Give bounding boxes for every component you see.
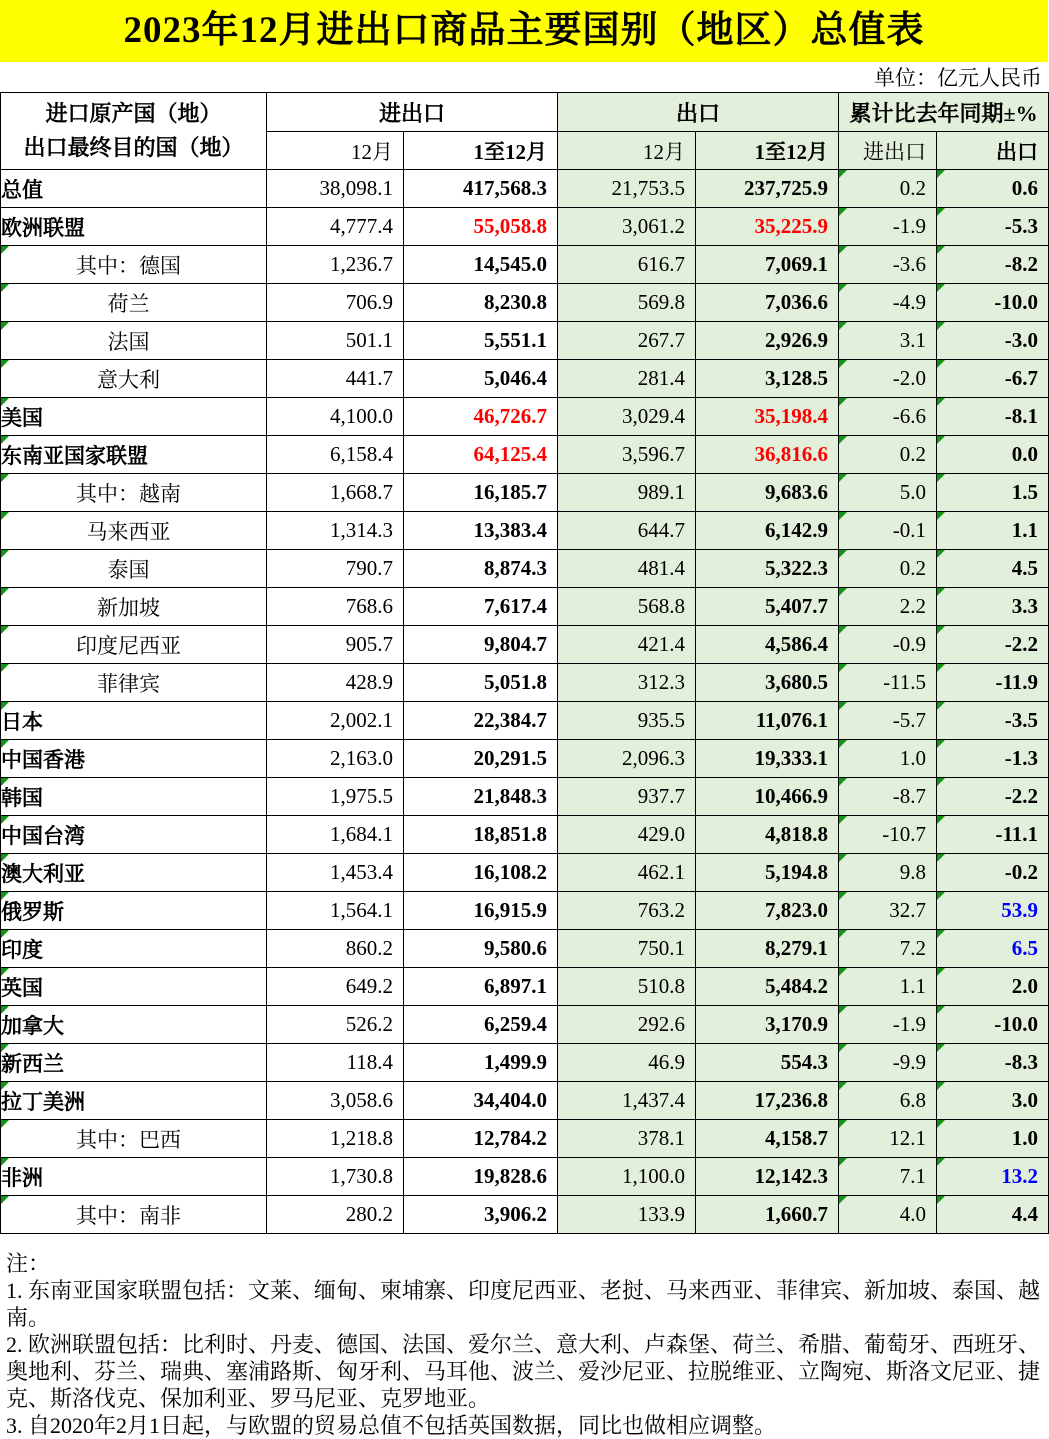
value-cell: 706.9 — [267, 284, 404, 322]
value-cell: 36,816.6 — [696, 436, 839, 474]
value-cell: -8.2 — [937, 246, 1049, 284]
value-cell: 4,586.4 — [696, 626, 839, 664]
value-cell: -9.9 — [839, 1044, 937, 1082]
value-cell: 5,484.2 — [696, 968, 839, 1006]
value-cell: 38,098.1 — [267, 170, 404, 208]
value-cell: 3,029.4 — [558, 398, 696, 436]
table-row — [1, 208, 1049, 246]
value-cell: 4,818.8 — [696, 816, 839, 854]
row-label: 意大利 — [1, 360, 267, 398]
value-cell: 20,291.5 — [404, 740, 558, 778]
header-imexport-ytd: 1至12月 — [404, 132, 558, 170]
value-cell: 9,804.7 — [404, 626, 558, 664]
value-cell: 9,580.6 — [404, 930, 558, 968]
value-cell: 937.7 — [558, 778, 696, 816]
value-cell: 3,596.7 — [558, 436, 696, 474]
table-body — [1, 170, 1049, 1234]
value-cell: 2.0 — [937, 968, 1049, 1006]
value-cell: 46,726.7 — [404, 398, 558, 436]
value-cell: 1.5 — [937, 474, 1049, 512]
header-country-line2: 出口最终目的国（地） — [23, 135, 244, 160]
table-row — [1, 702, 1049, 740]
row-label: 加拿大 — [1, 1006, 267, 1044]
value-cell: 34,404.0 — [404, 1082, 558, 1120]
row-label: 其中：越南 — [1, 474, 267, 512]
value-cell: 568.8 — [558, 588, 696, 626]
value-cell: 5,051.8 — [404, 664, 558, 702]
value-cell: 4.0 — [839, 1196, 937, 1234]
row-label: 泰国 — [1, 550, 267, 588]
header-country-column — [1, 93, 267, 170]
value-cell: 16,915.9 — [404, 892, 558, 930]
value-cell: 428.9 — [267, 664, 404, 702]
value-cell: 118.4 — [267, 1044, 404, 1082]
value-cell: 10,466.9 — [696, 778, 839, 816]
value-cell: 644.7 — [558, 512, 696, 550]
value-cell: 569.8 — [558, 284, 696, 322]
value-cell: 649.2 — [267, 968, 404, 1006]
value-cell: 32.7 — [839, 892, 937, 930]
value-cell: 17,236.8 — [696, 1082, 839, 1120]
value-cell: 12,784.2 — [404, 1120, 558, 1158]
row-label: 印度尼西亚 — [1, 626, 267, 664]
header-imexport-dec: 12月 — [267, 132, 404, 170]
notes-heading: 注： — [6, 1251, 51, 1276]
value-cell: 1,975.5 — [267, 778, 404, 816]
value-cell: 3.1 — [839, 322, 937, 360]
value-cell: -2.2 — [937, 778, 1049, 816]
row-label: 俄罗斯 — [1, 892, 267, 930]
value-cell: 8,874.3 — [404, 550, 558, 588]
row-label: 其中：巴西 — [1, 1120, 267, 1158]
value-cell: 6,259.4 — [404, 1006, 558, 1044]
value-cell: 9,683.6 — [696, 474, 839, 512]
header-yoy-imexport: 进出口 — [839, 132, 937, 170]
value-cell: 905.7 — [267, 626, 404, 664]
table-row — [1, 968, 1049, 1006]
value-cell: -8.7 — [839, 778, 937, 816]
value-cell: 3,128.5 — [696, 360, 839, 398]
value-cell: -5.7 — [839, 702, 937, 740]
notes-section — [0, 1234, 1048, 1439]
value-cell: 554.3 — [696, 1044, 839, 1082]
value-cell: 7.1 — [839, 1158, 937, 1196]
value-cell: 6,897.1 — [404, 968, 558, 1006]
value-cell: 12,142.3 — [696, 1158, 839, 1196]
value-cell: 13,383.4 — [404, 512, 558, 550]
table-row — [1, 1082, 1049, 1120]
value-cell: 64,125.4 — [404, 436, 558, 474]
value-cell: 281.4 — [558, 360, 696, 398]
header-group-imexport: 进出口 — [267, 93, 558, 132]
table-row — [1, 1006, 1049, 1044]
value-cell: 267.7 — [558, 322, 696, 360]
value-cell: 2.2 — [839, 588, 937, 626]
value-cell: 12.1 — [839, 1120, 937, 1158]
header-group-row — [1, 93, 1049, 132]
trade-table — [0, 92, 1049, 1234]
row-label: 荷兰 — [1, 284, 267, 322]
value-cell: -11.9 — [937, 664, 1049, 702]
value-cell: 4,100.0 — [267, 398, 404, 436]
value-cell: 35,225.9 — [696, 208, 839, 246]
table-row — [1, 664, 1049, 702]
value-cell: 1,314.3 — [267, 512, 404, 550]
value-cell: 935.5 — [558, 702, 696, 740]
header-export-dec: 12月 — [558, 132, 696, 170]
value-cell: 1,684.1 — [267, 816, 404, 854]
value-cell: -10.7 — [839, 816, 937, 854]
note-item-1: 1. 东南亚国家联盟包括：文莱、缅甸、柬埔寨、印度尼西亚、老挝、马来西亚、菲律宾、新加坡、泰国、越南。 — [6, 1278, 1041, 1330]
row-label: 东南亚国家联盟 — [1, 436, 267, 474]
table-row — [1, 550, 1049, 588]
value-cell: 6.5 — [937, 930, 1049, 968]
value-cell: -0.1 — [839, 512, 937, 550]
value-cell: 6.8 — [839, 1082, 937, 1120]
value-cell: 1.0 — [839, 740, 937, 778]
value-cell: 18,851.8 — [404, 816, 558, 854]
value-cell: 312.3 — [558, 664, 696, 702]
row-label: 中国台湾 — [1, 816, 267, 854]
row-label: 非洲 — [1, 1158, 267, 1196]
header-group-export: 出口 — [558, 93, 839, 132]
value-cell: 280.2 — [267, 1196, 404, 1234]
row-label: 英国 — [1, 968, 267, 1006]
page-title: 2023年12月进出口商品主要国别（地区）总值表 — [0, 0, 1048, 62]
table-row — [1, 1044, 1049, 1082]
row-label: 菲律宾 — [1, 664, 267, 702]
value-cell: 501.1 — [267, 322, 404, 360]
value-cell: 3,906.2 — [404, 1196, 558, 1234]
table-row — [1, 816, 1049, 854]
value-cell: 237,725.9 — [696, 170, 839, 208]
value-cell: 3,170.9 — [696, 1006, 839, 1044]
value-cell: 5,322.3 — [696, 550, 839, 588]
value-cell: 3.3 — [937, 588, 1049, 626]
value-cell: 22,384.7 — [404, 702, 558, 740]
table-row — [1, 436, 1049, 474]
header-export-ytd: 1至12月 — [696, 132, 839, 170]
value-cell: 3.0 — [937, 1082, 1049, 1120]
value-cell: 989.1 — [558, 474, 696, 512]
value-cell: 1,668.7 — [267, 474, 404, 512]
value-cell: 16,108.2 — [404, 854, 558, 892]
table-row — [1, 626, 1049, 664]
value-cell: 3,680.5 — [696, 664, 839, 702]
value-cell: -11.5 — [839, 664, 937, 702]
value-cell: -8.1 — [937, 398, 1049, 436]
value-cell: 2,163.0 — [267, 740, 404, 778]
value-cell: 5,407.7 — [696, 588, 839, 626]
value-cell: 5,194.8 — [696, 854, 839, 892]
value-cell: 1,100.0 — [558, 1158, 696, 1196]
value-cell: 1,730.8 — [267, 1158, 404, 1196]
value-cell: -1.9 — [839, 208, 937, 246]
table-row — [1, 1196, 1049, 1234]
value-cell: -3.5 — [937, 702, 1049, 740]
table-header — [1, 93, 1049, 170]
value-cell: 4.4 — [937, 1196, 1049, 1234]
table-row — [1, 360, 1049, 398]
value-cell: 0.6 — [937, 170, 1049, 208]
value-cell: 13.2 — [937, 1158, 1049, 1196]
table-row — [1, 398, 1049, 436]
table-row — [1, 170, 1049, 208]
row-label: 马来西亚 — [1, 512, 267, 550]
value-cell: 8,279.1 — [696, 930, 839, 968]
value-cell: 750.1 — [558, 930, 696, 968]
note-item-3: 3. 自2020年2月1日起，与欧盟的贸易总值不包括英国数据，同比也做相应调整。 — [6, 1413, 777, 1438]
row-label: 拉丁美洲 — [1, 1082, 267, 1120]
value-cell: 19,333.1 — [696, 740, 839, 778]
value-cell: 0.2 — [839, 170, 937, 208]
row-label: 中国香港 — [1, 740, 267, 778]
value-cell: 481.4 — [558, 550, 696, 588]
value-cell: -10.0 — [937, 1006, 1049, 1044]
row-label: 新加坡 — [1, 588, 267, 626]
value-cell: 0.2 — [839, 550, 937, 588]
value-cell: -11.1 — [937, 816, 1049, 854]
table-row — [1, 740, 1049, 778]
row-label: 印度 — [1, 930, 267, 968]
value-cell: -4.9 — [839, 284, 937, 322]
table-row — [1, 322, 1049, 360]
value-cell: -6.7 — [937, 360, 1049, 398]
value-cell: 21,848.3 — [404, 778, 558, 816]
value-cell: 14,545.0 — [404, 246, 558, 284]
table-row — [1, 284, 1049, 322]
row-label: 欧洲联盟 — [1, 208, 267, 246]
value-cell: 417,568.3 — [404, 170, 558, 208]
value-cell: 1.1 — [937, 512, 1049, 550]
value-cell: 8,230.8 — [404, 284, 558, 322]
value-cell: 53.9 — [937, 892, 1049, 930]
value-cell: 1.0 — [937, 1120, 1049, 1158]
note-item-2: 2. 欧洲联盟包括：比利时、丹麦、德国、法国、爱尔兰、意大利、卢森堡、荷兰、希腊、葡萄牙、西班牙、奥地利、芬兰、瑞典、塞浦路斯、匈牙利、马耳他、波兰、爱沙尼亚、拉脱维亚、立陶宛、斯洛文尼亚、捷克、斯洛伐克、保加利亚、罗马尼亚、克罗地亚。 — [6, 1332, 1041, 1411]
value-cell: 5,551.1 — [404, 322, 558, 360]
value-cell: 1,499.9 — [404, 1044, 558, 1082]
value-cell: 4,158.7 — [696, 1120, 839, 1158]
value-cell: 46.9 — [558, 1044, 696, 1082]
value-cell: 616.7 — [558, 246, 696, 284]
value-cell: 526.2 — [267, 1006, 404, 1044]
value-cell: 1,437.4 — [558, 1082, 696, 1120]
value-cell: 16,185.7 — [404, 474, 558, 512]
value-cell: 4,777.4 — [267, 208, 404, 246]
value-cell: 9.8 — [839, 854, 937, 892]
row-label: 法国 — [1, 322, 267, 360]
value-cell: 2,096.3 — [558, 740, 696, 778]
value-cell: -0.2 — [937, 854, 1049, 892]
table-row — [1, 246, 1049, 284]
table-row — [1, 854, 1049, 892]
value-cell: 421.4 — [558, 626, 696, 664]
value-cell: 378.1 — [558, 1120, 696, 1158]
header-yoy-export: 出口 — [937, 132, 1049, 170]
value-cell: 5,046.4 — [404, 360, 558, 398]
header-group-yoy: 累计比去年同期±% — [839, 93, 1049, 132]
table-row — [1, 474, 1049, 512]
table-row — [1, 778, 1049, 816]
value-cell: 1,453.4 — [267, 854, 404, 892]
value-cell: 2,002.1 — [267, 702, 404, 740]
value-cell: -2.0 — [839, 360, 937, 398]
value-cell: -3.0 — [937, 322, 1049, 360]
value-cell: 4.5 — [937, 550, 1049, 588]
row-label: 其中：德国 — [1, 246, 267, 284]
value-cell: -6.6 — [839, 398, 937, 436]
value-cell: 55,058.8 — [404, 208, 558, 246]
unit-label: 单位：亿元人民币 — [874, 66, 1042, 90]
value-cell: 441.7 — [267, 360, 404, 398]
value-cell: 510.8 — [558, 968, 696, 1006]
value-cell: 1,218.8 — [267, 1120, 404, 1158]
value-cell: -1.3 — [937, 740, 1049, 778]
row-label: 总值 — [1, 170, 267, 208]
value-cell: 0.2 — [839, 436, 937, 474]
table-row — [1, 1158, 1049, 1196]
value-cell: 133.9 — [558, 1196, 696, 1234]
table-row — [1, 930, 1049, 968]
value-cell: -10.0 — [937, 284, 1049, 322]
row-label: 韩国 — [1, 778, 267, 816]
table-row — [1, 588, 1049, 626]
value-cell: 35,198.4 — [696, 398, 839, 436]
value-cell: 6,158.4 — [267, 436, 404, 474]
value-cell: 6,142.9 — [696, 512, 839, 550]
value-cell: 5.0 — [839, 474, 937, 512]
value-cell: -1.9 — [839, 1006, 937, 1044]
value-cell: -5.3 — [937, 208, 1049, 246]
value-cell: 21,753.5 — [558, 170, 696, 208]
table-row — [1, 512, 1049, 550]
value-cell: 3,058.6 — [267, 1082, 404, 1120]
value-cell: 1.1 — [839, 968, 937, 1006]
value-cell: 860.2 — [267, 930, 404, 968]
value-cell: 429.0 — [558, 816, 696, 854]
value-cell: 1,236.7 — [267, 246, 404, 284]
table-row — [1, 892, 1049, 930]
value-cell: 2,926.9 — [696, 322, 839, 360]
row-label: 澳大利亚 — [1, 854, 267, 892]
value-cell: -8.3 — [937, 1044, 1049, 1082]
table-row — [1, 1120, 1049, 1158]
row-label: 其中：南非 — [1, 1196, 267, 1234]
value-cell: 763.2 — [558, 892, 696, 930]
row-label: 美国 — [1, 398, 267, 436]
header-country-line1: 进口原产国（地） — [45, 100, 222, 126]
value-cell: -0.9 — [839, 626, 937, 664]
value-cell: 7,617.4 — [404, 588, 558, 626]
value-cell: 7.2 — [839, 930, 937, 968]
value-cell: 462.1 — [558, 854, 696, 892]
value-cell: 19,828.6 — [404, 1158, 558, 1196]
value-cell: -3.6 — [839, 246, 937, 284]
row-label: 日本 — [1, 702, 267, 740]
value-cell: 1,660.7 — [696, 1196, 839, 1234]
value-cell: -2.2 — [937, 626, 1049, 664]
value-cell: 292.6 — [558, 1006, 696, 1044]
value-cell: 0.0 — [937, 436, 1049, 474]
row-label: 新西兰 — [1, 1044, 267, 1082]
value-cell: 7,036.6 — [696, 284, 839, 322]
value-cell: 790.7 — [267, 550, 404, 588]
value-cell: 1,564.1 — [267, 892, 404, 930]
value-cell: 7,823.0 — [696, 892, 839, 930]
value-cell: 11,076.1 — [696, 702, 839, 740]
value-cell: 768.6 — [267, 588, 404, 626]
value-cell: 7,069.1 — [696, 246, 839, 284]
value-cell: 3,061.2 — [558, 208, 696, 246]
